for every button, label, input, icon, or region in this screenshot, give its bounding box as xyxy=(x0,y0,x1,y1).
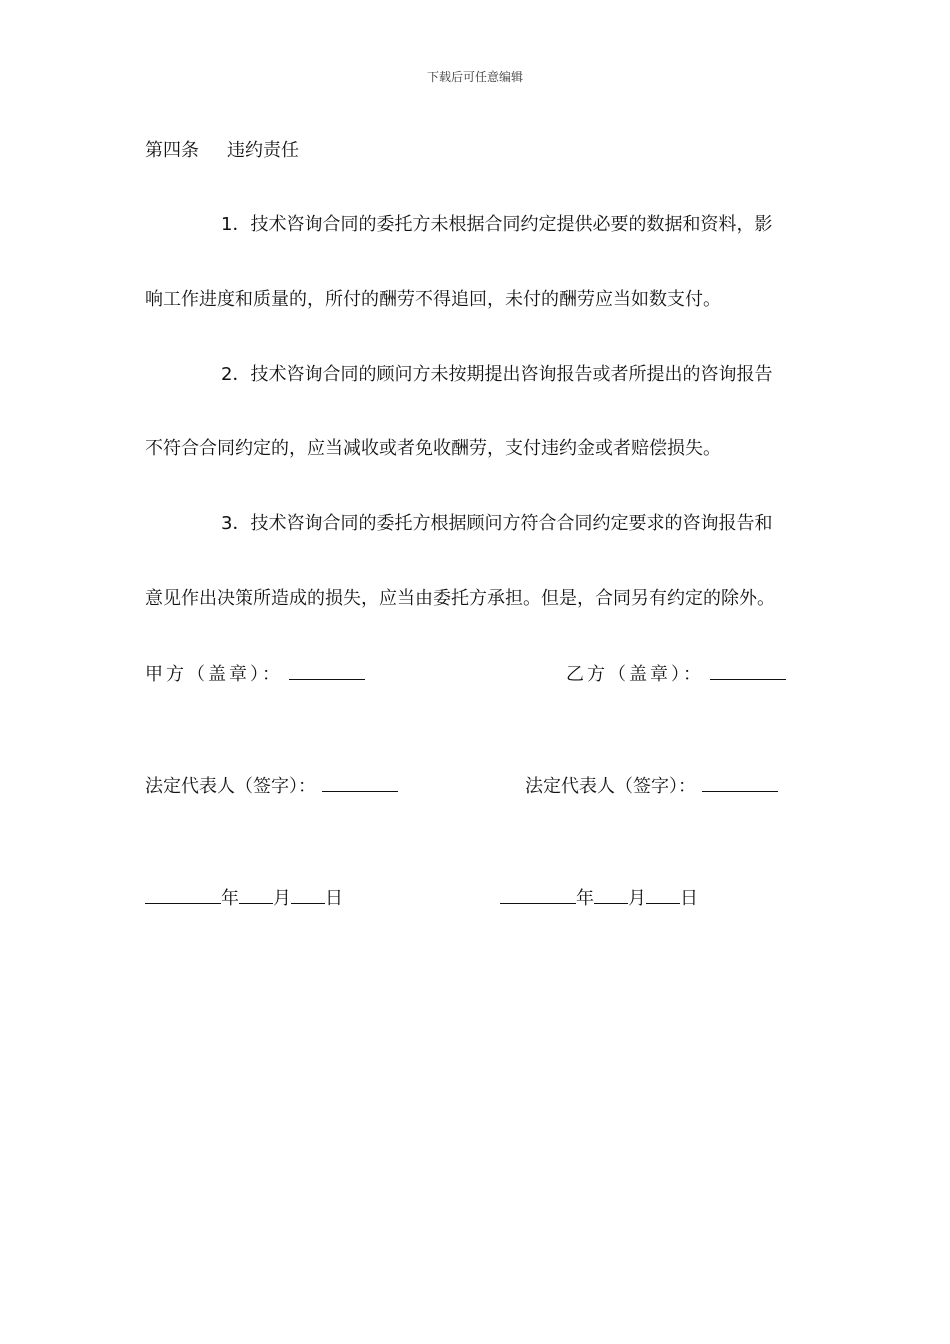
party-b-label: 乙方（盖章）： xyxy=(566,664,704,685)
date-a-year-blank[interactable] xyxy=(145,885,221,904)
article-heading xyxy=(145,139,299,163)
date-a-day-label: 日 xyxy=(325,888,343,909)
date-b-year-label: 年 xyxy=(576,888,594,909)
date-b-day-blank[interactable] xyxy=(646,885,680,904)
article-title: 违约责任 xyxy=(227,140,299,161)
date-b-year-blank[interactable] xyxy=(500,885,576,904)
party-b-seal-blank[interactable] xyxy=(710,661,786,680)
date-a-month-label: 月 xyxy=(273,888,291,909)
date-b-month-blank[interactable] xyxy=(594,885,628,904)
legal-rep-b xyxy=(525,773,778,799)
clause-3-line-1: 3．技术咨询合同的委托方根据顾问方符合合同约定要求的咨询报告和 xyxy=(221,513,773,534)
clause-2-line-2: 不符合合同约定的，应当减收或者免收酬劳，支付违约金或者赔偿损失。 xyxy=(145,438,721,459)
date-b xyxy=(500,885,698,911)
legal-rep-a-blank[interactable] xyxy=(322,773,398,792)
party-b-seal xyxy=(566,661,786,687)
party-a-label: 甲方（盖章）： xyxy=(145,664,283,685)
article-number: 第四条 xyxy=(145,140,199,161)
date-b-month-label: 月 xyxy=(628,888,646,909)
clause-1-line-2: 响工作进度和质量的，所付的酬劳不得追回，未付的酬劳应当如数支付。 xyxy=(145,289,721,310)
page-header-note: 下载后可任意编辑 xyxy=(426,70,523,84)
date-b-day-label: 日 xyxy=(680,888,698,909)
clause-1-line-1: 1．技术咨询合同的委托方未根据合同约定提供必要的数据和资料，影 xyxy=(221,214,773,235)
date-a-month-blank[interactable] xyxy=(239,885,273,904)
legal-rep-b-blank[interactable] xyxy=(702,773,778,792)
legal-rep-a xyxy=(145,773,398,799)
party-a-seal-blank[interactable] xyxy=(289,661,365,680)
party-a-seal xyxy=(145,661,365,687)
legal-rep-a-label: 法定代表人（签字）： xyxy=(145,776,316,797)
date-a-day-blank[interactable] xyxy=(291,885,325,904)
clause-2-line-1: 2．技术咨询合同的顾问方未按期提出咨询报告或者所提出的咨询报告 xyxy=(221,364,773,385)
clause-3-line-2: 意见作出决策所造成的损失，应当由委托方承担。但是，合同另有约定的除外。 xyxy=(145,588,775,609)
legal-rep-b-label: 法定代表人（签字）： xyxy=(525,776,696,797)
date-a xyxy=(145,885,343,911)
date-a-year-label: 年 xyxy=(221,888,239,909)
